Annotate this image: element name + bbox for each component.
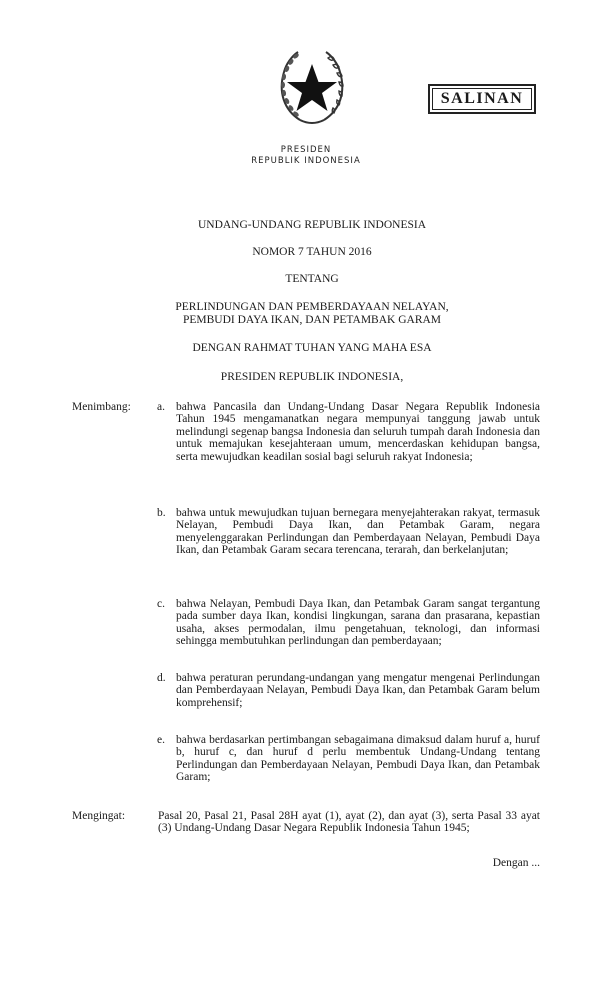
mengingat-label: Mengingat:	[72, 810, 126, 822]
menimbang-item-letter: a.	[157, 401, 165, 413]
menimbang-item-letter: e.	[157, 734, 165, 746]
garuda-star-emblem-icon	[270, 48, 354, 126]
salinan-stamp	[428, 84, 536, 114]
president-line: PRESIDEN REPUBLIK INDONESIA,	[220, 371, 404, 383]
law-subject-line2: PEMBUDI DAYA IKAN, DAN PETAMBAK GARAM	[182, 314, 442, 326]
menimbang-item-letter: d.	[157, 672, 166, 684]
emblem-caption-line2: REPUBLIK INDONESIA	[251, 156, 361, 166]
menimbang-item-text: bahwa untuk mewujudkan tujuan bernegara menyejahterakan rakyat, termasuk Nelayan, Pembudi Daya Ikan, dan Petambak Garam, negara menyelenggarakan Perlindungan dan Pemberdayaan Nelayan, Pembudi Daya Ikan, dan Petambak Garam secara terencana, terarah, dan berkelanjutan;	[176, 507, 540, 557]
mengingat-text: Pasal 20, Pasal 21, Pasal 28H ayat (1), ayat (2), dan ayat (3), serta Pasal 33 ayat (3) Undang-Undang Dasar Negara Republik Indonesia Tahun 1945;	[158, 810, 540, 835]
continuation-marker: Dengan ...	[492, 857, 540, 869]
menimbang-item-text: bahwa peraturan perundang-undangan yang mengatur mengenai Perlindungan dan Pemberdayaan Nelayan, Pembudi Daya Ikan, dan Petambak Garam belum komprehensif;	[176, 672, 540, 709]
blessing-line: DENGAN RAHMAT TUHAN YANG MAHA ESA	[192, 342, 432, 354]
law-subject-line1: PERLINDUNGAN DAN PEMBERDAYAAN NELAYAN,	[175, 301, 449, 313]
law-title: UNDANG-UNDANG REPUBLIK INDONESIA	[197, 219, 427, 231]
menimbang-item-text: bahwa berdasarkan pertimbangan sebagaimana dimaksud dalam huruf a, huruf b, huruf c, dan huruf d perlu membentuk Undang-Undang tentang Perlindungan dan Pemberdayaan Nelayan, Pembudi Daya Ikan, dan Petambak Garam;	[176, 734, 540, 784]
menimbang-item-letter: b.	[157, 507, 166, 519]
menimbang-item-text: bahwa Pancasila dan Undang-Undang Dasar Negara Republik Indonesia Tahun 1945 mengamanatkan negara mempunyai tanggung jawab untuk melindungi segenap bangsa Indonesia dan seluruh tumpah darah Indonesia dan untuk memajukan kesejahteraan umum, mencerdaskan kehidupan bangsa, serta mewujudkan keadilan sosial bagi seluruh rakyat Indonesia;	[176, 401, 540, 463]
menimbang-label: Menimbang:	[72, 401, 131, 413]
law-number: NOMOR 7 TAHUN 2016	[252, 246, 372, 258]
menimbang-item-letter: c.	[157, 598, 165, 610]
emblem-caption-line1: PRESIDEN	[280, 145, 332, 155]
menimbang-item-text: bahwa Nelayan, Pembudi Daya Ikan, dan Petambak Garam sangat tergantung pada sumber daya Ikan, kondisi lingkungan, sarana dan prasarana, kepastian usaha, akses permodalan, ilmu pengetahuan, teknologi, dan informasi sehingga membutuhkan perlindungan dan pemberdayaan;	[176, 598, 540, 648]
salinan-stamp-label: SALINAN	[440, 90, 524, 107]
about-heading: TENTANG	[285, 273, 339, 285]
